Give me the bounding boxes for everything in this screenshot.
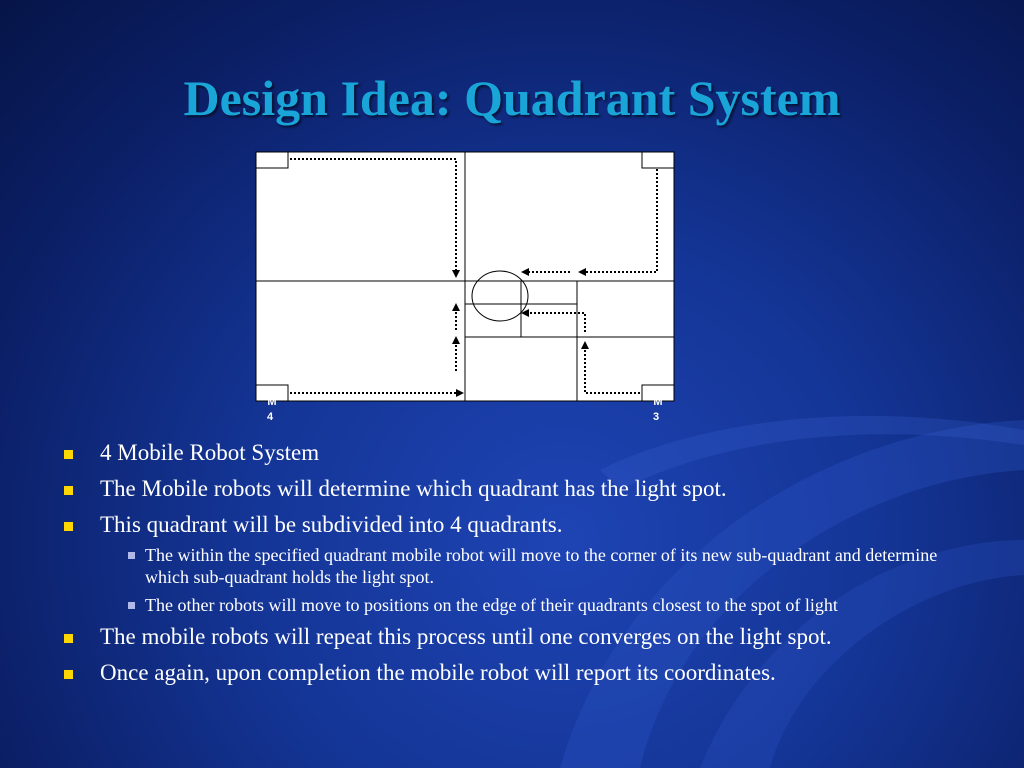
slide-title: Design Idea: Quadrant System — [183, 70, 841, 126]
bullet-marker-icon — [64, 634, 73, 643]
sub-bullet-text: The within the specified quadrant mobile robot will move to the corner of its new sub-quadrant and determine which sub-quadrant holds the light spot. — [145, 545, 938, 587]
sub-bullet-list — [100, 544, 970, 616]
bullet-marker-icon — [64, 486, 73, 495]
bullet-text: 4 Mobile Robot System — [100, 440, 320, 465]
sub-bullet-marker-icon — [128, 602, 135, 609]
bullet-marker-icon — [64, 670, 73, 679]
bullet-text: This quadrant will be subdivided into 4 quadrants. — [100, 512, 563, 537]
bullet-item — [60, 438, 970, 468]
bullet-text: The Mobile robots will determine which quadrant has the light spot. — [100, 476, 727, 501]
robot-label-m3-letter: M — [653, 396, 663, 408]
robot-box-top-left — [256, 152, 288, 168]
bullet-marker-icon — [64, 450, 73, 459]
bullet-item — [60, 474, 970, 504]
sub-bullet-item — [100, 544, 970, 588]
bullet-item — [60, 658, 970, 688]
robot-label-m3-number: 3 — [652, 411, 660, 423]
bullet-item — [60, 510, 970, 616]
bullet-list — [60, 438, 970, 694]
bullet-item — [60, 622, 970, 652]
robot-label-m4-letter: M — [267, 396, 277, 408]
bullet-text: Once again, upon completion the mobile robot will report its coordinates. — [100, 660, 776, 685]
bullet-marker-icon — [64, 522, 73, 531]
robot-label-m4-number: 4 — [266, 411, 274, 423]
quadrant-diagram — [240, 145, 690, 430]
sub-bullet-item — [100, 594, 970, 616]
sub-bullet-marker-icon — [128, 552, 135, 559]
bullet-text: The mobile robots will repeat this process until one converges on the light spot. — [100, 624, 832, 649]
robot-box-top-right — [642, 152, 674, 168]
sub-bullet-text: The other robots will move to positions on the edge of their quadrants closest to the spot of light — [145, 595, 838, 615]
